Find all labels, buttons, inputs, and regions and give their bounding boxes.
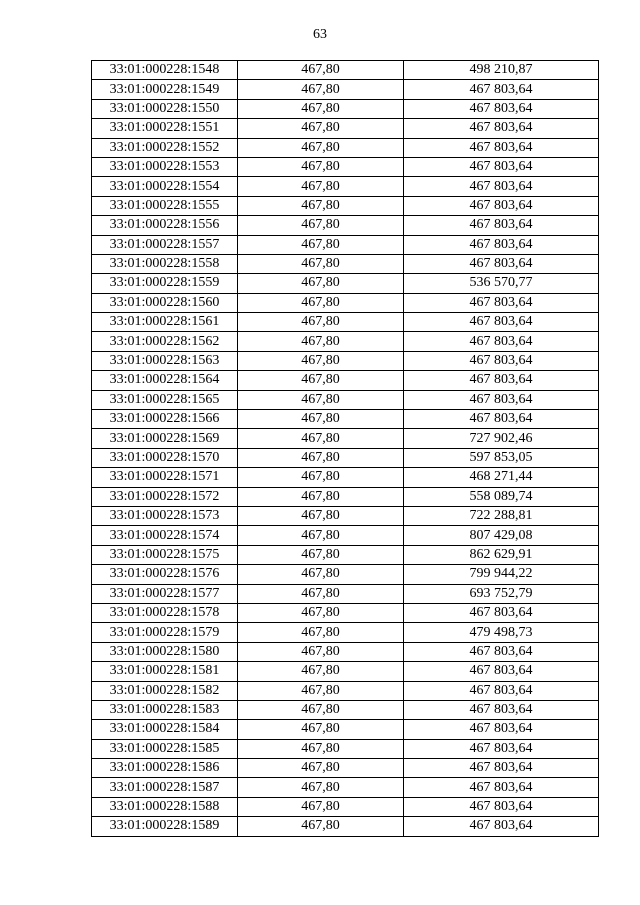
table-row: [92, 293, 599, 312]
cadastral-value-cell: 536 570,77: [404, 274, 599, 293]
cadastral-value-cell: 467 803,64: [404, 739, 599, 758]
table-row: [92, 80, 599, 99]
area-cell: 467,80: [238, 468, 404, 487]
cadastral-number-cell: 33:01:000228:1585: [92, 739, 238, 758]
cadastral-number-cell: 33:01:000228:1557: [92, 235, 238, 254]
area-cell: 467,80: [238, 429, 404, 448]
area-cell: 467,80: [238, 487, 404, 506]
cadastral-number-cell: 33:01:000228:1584: [92, 720, 238, 739]
cadastral-number-cell: 33:01:000228:1556: [92, 216, 238, 235]
cadastral-number-cell: 33:01:000228:1589: [92, 817, 238, 836]
cadastral-value-cell: 467 803,64: [404, 778, 599, 797]
table-row: [92, 642, 599, 661]
cadastral-value-cell: 467 803,64: [404, 157, 599, 176]
cadastral-number-cell: 33:01:000228:1553: [92, 157, 238, 176]
table-row: [92, 623, 599, 642]
cadastral-number-cell: 33:01:000228:1575: [92, 545, 238, 564]
cadastral-value-cell: 693 752,79: [404, 584, 599, 603]
area-cell: 467,80: [238, 313, 404, 332]
cadastral-number-cell: 33:01:000228:1580: [92, 642, 238, 661]
cadastral-number-cell: 33:01:000228:1562: [92, 332, 238, 351]
cadastral-number-cell: 33:01:000228:1559: [92, 274, 238, 293]
table-row: [92, 565, 599, 584]
cadastral-number-cell: 33:01:000228:1573: [92, 506, 238, 525]
table-row: [92, 603, 599, 622]
table-row: [92, 119, 599, 138]
table-row: [92, 759, 599, 778]
table-row: [92, 216, 599, 235]
cadastral-number-cell: 33:01:000228:1581: [92, 662, 238, 681]
cadastral-value-cell: 467 803,64: [404, 371, 599, 390]
cadastral-value-cell: 799 944,22: [404, 565, 599, 584]
area-cell: 467,80: [238, 138, 404, 157]
cadastral-value-cell: 467 803,64: [404, 410, 599, 429]
area-cell: 467,80: [238, 196, 404, 215]
table-row: [92, 797, 599, 816]
cadastral-number-cell: 33:01:000228:1571: [92, 468, 238, 487]
table-row: [92, 584, 599, 603]
table-row: [92, 196, 599, 215]
area-cell: 467,80: [238, 254, 404, 273]
area-cell: 467,80: [238, 720, 404, 739]
cadastral-number-cell: 33:01:000228:1566: [92, 410, 238, 429]
cadastral-value-cell: 722 288,81: [404, 506, 599, 525]
cadastral-value-cell: 597 853,05: [404, 448, 599, 467]
table-row: [92, 662, 599, 681]
cadastral-value-cell: 467 803,64: [404, 293, 599, 312]
area-cell: 467,80: [238, 216, 404, 235]
cadastral-number-cell: 33:01:000228:1586: [92, 759, 238, 778]
table-row: [92, 429, 599, 448]
cadastral-number-cell: 33:01:000228:1578: [92, 603, 238, 622]
table-row: [92, 487, 599, 506]
cadastral-value-cell: 498 210,87: [404, 61, 599, 80]
table-row: [92, 157, 599, 176]
table-row: [92, 235, 599, 254]
cadastral-number-cell: 33:01:000228:1583: [92, 700, 238, 719]
table-row: [92, 506, 599, 525]
table-row: [92, 138, 599, 157]
cadastral-value-cell: 807 429,08: [404, 526, 599, 545]
area-cell: 467,80: [238, 739, 404, 758]
area-cell: 467,80: [238, 662, 404, 681]
table-row: [92, 274, 599, 293]
table-body: [92, 61, 599, 837]
cadastral-value-cell: 467 803,64: [404, 235, 599, 254]
cadastral-value-cell: 467 803,64: [404, 119, 599, 138]
cadastral-number-cell: 33:01:000228:1561: [92, 313, 238, 332]
cadastral-number-cell: 33:01:000228:1587: [92, 778, 238, 797]
area-cell: 467,80: [238, 448, 404, 467]
table-row: [92, 177, 599, 196]
area-cell: 467,80: [238, 603, 404, 622]
cadastral-number-cell: 33:01:000228:1574: [92, 526, 238, 545]
cadastral-value-cell: 467 803,64: [404, 196, 599, 215]
cadastral-number-cell: 33:01:000228:1572: [92, 487, 238, 506]
table-row: [92, 410, 599, 429]
page-number: 63: [313, 27, 327, 42]
cadastral-value-cell: 467 803,64: [404, 351, 599, 370]
area-cell: 467,80: [238, 293, 404, 312]
cadastral-number-cell: 33:01:000228:1550: [92, 99, 238, 118]
area-cell: 467,80: [238, 506, 404, 525]
cadastral-number-cell: 33:01:000228:1579: [92, 623, 238, 642]
table-row: [92, 739, 599, 758]
table-row: [92, 681, 599, 700]
area-cell: 467,80: [238, 817, 404, 836]
cadastral-value-cell: 467 803,64: [404, 642, 599, 661]
cadastral-value-cell: 467 803,64: [404, 138, 599, 157]
cadastral-number-cell: 33:01:000228:1551: [92, 119, 238, 138]
table-row: [92, 468, 599, 487]
table-row: [92, 351, 599, 370]
cadastral-value-cell: 558 089,74: [404, 487, 599, 506]
area-cell: 467,80: [238, 99, 404, 118]
cadastral-value-cell: 467 803,64: [404, 603, 599, 622]
cadastral-number-cell: 33:01:000228:1552: [92, 138, 238, 157]
table-row: [92, 371, 599, 390]
table-row: [92, 390, 599, 409]
cadastral-value-cell: 468 271,44: [404, 468, 599, 487]
cadastral-value-table: [91, 60, 599, 837]
table-row: [92, 99, 599, 118]
cadastral-number-cell: 33:01:000228:1569: [92, 429, 238, 448]
area-cell: 467,80: [238, 797, 404, 816]
table-row: [92, 700, 599, 719]
cadastral-number-cell: 33:01:000228:1554: [92, 177, 238, 196]
cadastral-value-cell: 467 803,64: [404, 700, 599, 719]
area-cell: 467,80: [238, 80, 404, 99]
cadastral-value-cell: 467 803,64: [404, 80, 599, 99]
cadastral-value-cell: 479 498,73: [404, 623, 599, 642]
area-cell: 467,80: [238, 681, 404, 700]
cadastral-value-cell: 467 803,64: [404, 817, 599, 836]
area-cell: 467,80: [238, 351, 404, 370]
area-cell: 467,80: [238, 119, 404, 138]
area-cell: 467,80: [238, 584, 404, 603]
cadastral-number-cell: 33:01:000228:1582: [92, 681, 238, 700]
cadastral-number-cell: 33:01:000228:1555: [92, 196, 238, 215]
area-cell: 467,80: [238, 332, 404, 351]
cadastral-value-cell: 467 803,64: [404, 797, 599, 816]
area-cell: 467,80: [238, 759, 404, 778]
cadastral-value-cell: 467 803,64: [404, 681, 599, 700]
cadastral-number-cell: 33:01:000228:1570: [92, 448, 238, 467]
cadastral-number-cell: 33:01:000228:1548: [92, 61, 238, 80]
area-cell: 467,80: [238, 61, 404, 80]
cadastral-number-cell: 33:01:000228:1588: [92, 797, 238, 816]
area-cell: 467,80: [238, 545, 404, 564]
area-cell: 467,80: [238, 371, 404, 390]
area-cell: 467,80: [238, 177, 404, 196]
cadastral-number-cell: 33:01:000228:1563: [92, 351, 238, 370]
area-cell: 467,80: [238, 778, 404, 797]
cadastral-value-cell: 467 803,64: [404, 332, 599, 351]
table-row: [92, 448, 599, 467]
area-cell: 467,80: [238, 410, 404, 429]
area-cell: 467,80: [238, 700, 404, 719]
table-row: [92, 545, 599, 564]
cadastral-value-cell: 467 803,64: [404, 662, 599, 681]
cadastral-value-cell: 862 629,91: [404, 545, 599, 564]
area-cell: 467,80: [238, 642, 404, 661]
cadastral-number-cell: 33:01:000228:1549: [92, 80, 238, 99]
cadastral-value-cell: 467 803,64: [404, 759, 599, 778]
area-cell: 467,80: [238, 235, 404, 254]
area-cell: 467,80: [238, 526, 404, 545]
cadastral-number-cell: 33:01:000228:1565: [92, 390, 238, 409]
table-row: [92, 720, 599, 739]
cadastral-value-cell: 467 803,64: [404, 99, 599, 118]
cadastral-value-cell: 467 803,64: [404, 313, 599, 332]
area-cell: 467,80: [238, 623, 404, 642]
cadastral-number-cell: 33:01:000228:1560: [92, 293, 238, 312]
cadastral-number-cell: 33:01:000228:1577: [92, 584, 238, 603]
table-row: [92, 778, 599, 797]
table-row: [92, 332, 599, 351]
area-cell: 467,80: [238, 390, 404, 409]
table-row: [92, 313, 599, 332]
area-cell: 467,80: [238, 157, 404, 176]
table-row: [92, 254, 599, 273]
cadastral-value-cell: 467 803,64: [404, 390, 599, 409]
table-row: [92, 817, 599, 836]
table-row: [92, 526, 599, 545]
area-cell: 467,80: [238, 565, 404, 584]
cadastral-value-cell: 467 803,64: [404, 720, 599, 739]
cadastral-number-cell: 33:01:000228:1558: [92, 254, 238, 273]
cadastral-number-cell: 33:01:000228:1564: [92, 371, 238, 390]
area-cell: 467,80: [238, 274, 404, 293]
cadastral-value-cell: 467 803,64: [404, 216, 599, 235]
cadastral-value-cell: 467 803,64: [404, 254, 599, 273]
cadastral-number-cell: 33:01:000228:1576: [92, 565, 238, 584]
cadastral-value-cell: 727 902,46: [404, 429, 599, 448]
cadastral-value-cell: 467 803,64: [404, 177, 599, 196]
table-row: [92, 61, 599, 80]
